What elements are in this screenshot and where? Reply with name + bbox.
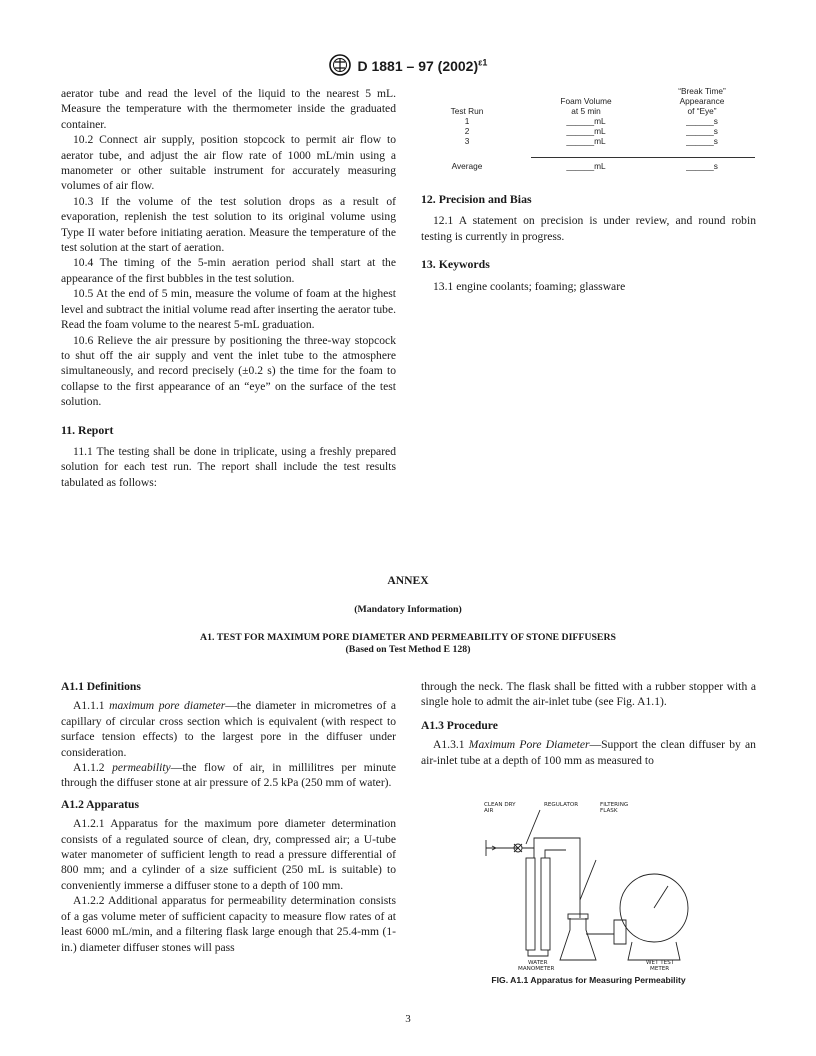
paragraph-10-6: 10.6 Relieve the air pressure by positioning the three-way stopcock to shut off the air supply and vent the inlet tube to the atmosphere simultaneously, and record precisely (±0.2 s) the time for the foam to collapse to the first appearance of an “eye” on the surface of the test solution.: [61, 333, 396, 409]
meter-stand: [628, 942, 680, 960]
table-header-run: Test Run: [450, 106, 484, 116]
results-table: [421, 86, 756, 178]
right-column: [421, 86, 756, 294]
heading-a1-2: A1.2 Apparatus: [61, 797, 139, 811]
table-cell-foam: ______mL: [566, 136, 606, 146]
figure-label-meter: WET TEST: [646, 960, 675, 966]
astm-logo-icon: [329, 54, 351, 76]
table-cell-average-foam: ______mL: [566, 161, 606, 171]
annex-left-column: [61, 679, 396, 955]
page-header: [0, 54, 816, 76]
permeability-apparatus-figure: [466, 800, 726, 980]
table-cell-break: ______s: [686, 116, 718, 126]
figure-label-manometer-2: MANOMETER: [518, 966, 555, 972]
standard-designation: D 1881 – 97 $(2002)^{\varepsilon 1}$: [357, 57, 488, 75]
table-header-break-3: of “Eye”: [687, 106, 717, 116]
paragraph-10-5: 10.5 At the end of 5 min, measure the volume of foam at the highest level and subtract the initial volume read after inserting the aerator tube. Read the foam volume to the nearest 5-mL graduation.: [61, 287, 396, 332]
annex-subtitle: (Mandatory Information): [354, 604, 462, 615]
annex-a1-title: A1. TEST FOR MAXIMUM PORE DIAMETER AND PERMEABILITY OF STONE DIFFUSERS: [200, 632, 616, 643]
heading-a1-3: A1.3 Procedure: [421, 718, 498, 732]
meter-needle: [654, 886, 668, 908]
table-cell-foam: ______mL: [566, 116, 606, 126]
table-header-foam-1: Foam Volume: [560, 96, 612, 106]
table-cell-break: ______s: [686, 126, 718, 136]
figure-label-air-2: AIR: [484, 808, 494, 814]
table-cell-average-label: Average: [451, 161, 483, 171]
table-cell-average-break: ______s: [686, 161, 718, 171]
table-header-break-2: Appearance: [679, 96, 725, 106]
paragraph-11-1: 11.1 The testing shall be done in triplicate, using a freshly prepared solution for each test run. The report shall include the test results tabulated as follows:: [61, 444, 396, 489]
paragraph-a1-2-2-cont: through the neck. The flask shall be fitted with a rubber stopper with a single hole to admit the air-inlet tube (see Fig. A1.1).: [421, 680, 756, 709]
paragraph-10-4: 10.4 The timing of the 5-min aeration period shall start at the appearance of the first bubbles in the test solution.: [61, 256, 396, 285]
heading-13-keywords: 13. Keywords: [421, 257, 490, 272]
heading-12-precision: 12. Precision and Bias: [421, 192, 532, 206]
paragraph-10-3: 10.3 If the volume of the test solution drops as a result of evaporation, replenish the test solution to its original volume using Type II water before initiating aeration. Measure the temperature of the test solution at the start of aeration.: [61, 194, 396, 255]
paragraph-10-2: 10.2 Connect air supply, position stopcock to permit air flow to aerator tube, and adjust the air flow rate of 1000 mL/min using a manometer or other suitable instrument for accurately measuring volumes of air flow.: [61, 133, 396, 193]
figure-label-air: CLEAN DRY: [484, 802, 516, 808]
paragraph-12-1: 12.1 A statement on precision is under review, and round robin testing is currently in progress.: [421, 214, 756, 243]
manometer-u-bend: [528, 950, 548, 956]
heading-11-report: 11. Report: [61, 422, 114, 437]
paragraph-a1-1-1: A1.1.1 maximum pore diameter—the diameter in micrometres of a capillary of circular cross section which is equivalent (with respect to surface tension effects) to the largest pore in the diffuser under consideration.: [61, 699, 396, 759]
flask-stopper: [568, 914, 588, 919]
page-number: 3: [405, 1013, 411, 1025]
manometer-left-tube: [526, 858, 535, 950]
flask-leader: [580, 860, 596, 900]
paragraph-a1-1-2: A1.1.2 permeability—the flow of air, in millilitres per minute through the diffuser stone at air pressure of 2.5 kPa (250 mm of water).: [61, 761, 396, 790]
annex-a1-basis: (Based on Test Method E 128): [345, 644, 471, 655]
table-cell-run: 3: [464, 136, 470, 146]
table-header-foam-2: at 5 min: [571, 106, 601, 116]
paragraph-13-1: 13.1 engine coolants; foaming; glassware: [433, 279, 626, 293]
heading-a1-1: A1.1 Definitions: [61, 680, 141, 693]
table-cell-run: 2: [464, 126, 470, 136]
paragraph-10-1-cont: aerator tube and read the level of the liquid to the nearest 5 mL. Measure the temperature with the thermometer inside the graduated container.: [61, 87, 396, 131]
figure-label-flask: FILTERING: [600, 802, 629, 808]
figure-label-meter-2: METER: [650, 966, 670, 972]
table-cell-run: 1: [464, 116, 470, 126]
table-cell-foam: ______mL: [566, 126, 606, 136]
paragraph-a1-2-2: A1.2.2 Additional apparatus for permeability determination consists of a gas volume meter of sufficient capacity to measure flow rates of at least 6000 mL/min, and a filtering flask large enough that 25.4-mm (1-in.) diameter diffuser stones will pass: [61, 894, 396, 954]
table-header-break-1: “Break Time”: [678, 86, 726, 96]
table-cell-break: ______s: [686, 136, 718, 146]
annex-title: ANNEX: [387, 574, 429, 587]
annex-a1-heading: [0, 632, 816, 656]
manometer-right-tube: [541, 858, 550, 950]
figure-label-manometer: WATER: [528, 960, 548, 966]
filtering-flask: [560, 918, 596, 960]
figure-caption: FIG. A1.1 Apparatus for Measuring Permeability: [491, 975, 686, 985]
manometer-connection: [534, 848, 566, 858]
figure-label-regulator: REGULATOR: [544, 802, 579, 808]
annex-right-column: [421, 679, 756, 768]
paragraph-a1-2-1: A1.2.1 Apparatus for the maximum pore diameter determination consists of a regulated source of clean, dry, compressed air; a U-tube water manometer of sufficient length to read a pressure differential of 800 mm; and a cylinder of a size sufficient (250 mL is suitable) to conveniently immerse a diffuser stone to a depth of 100 mm.: [61, 817, 396, 892]
figure-label-flask-2: FLASK: [600, 808, 618, 814]
regulator-leader: [526, 810, 540, 844]
table-divider: [531, 157, 755, 158]
left-column: [61, 86, 396, 490]
paragraph-a1-3-1: A1.3.1 Maximum Pore Diameter—Support the clean diffuser by an air-inlet tube at a depth of 100 mm as measured to: [421, 738, 756, 767]
